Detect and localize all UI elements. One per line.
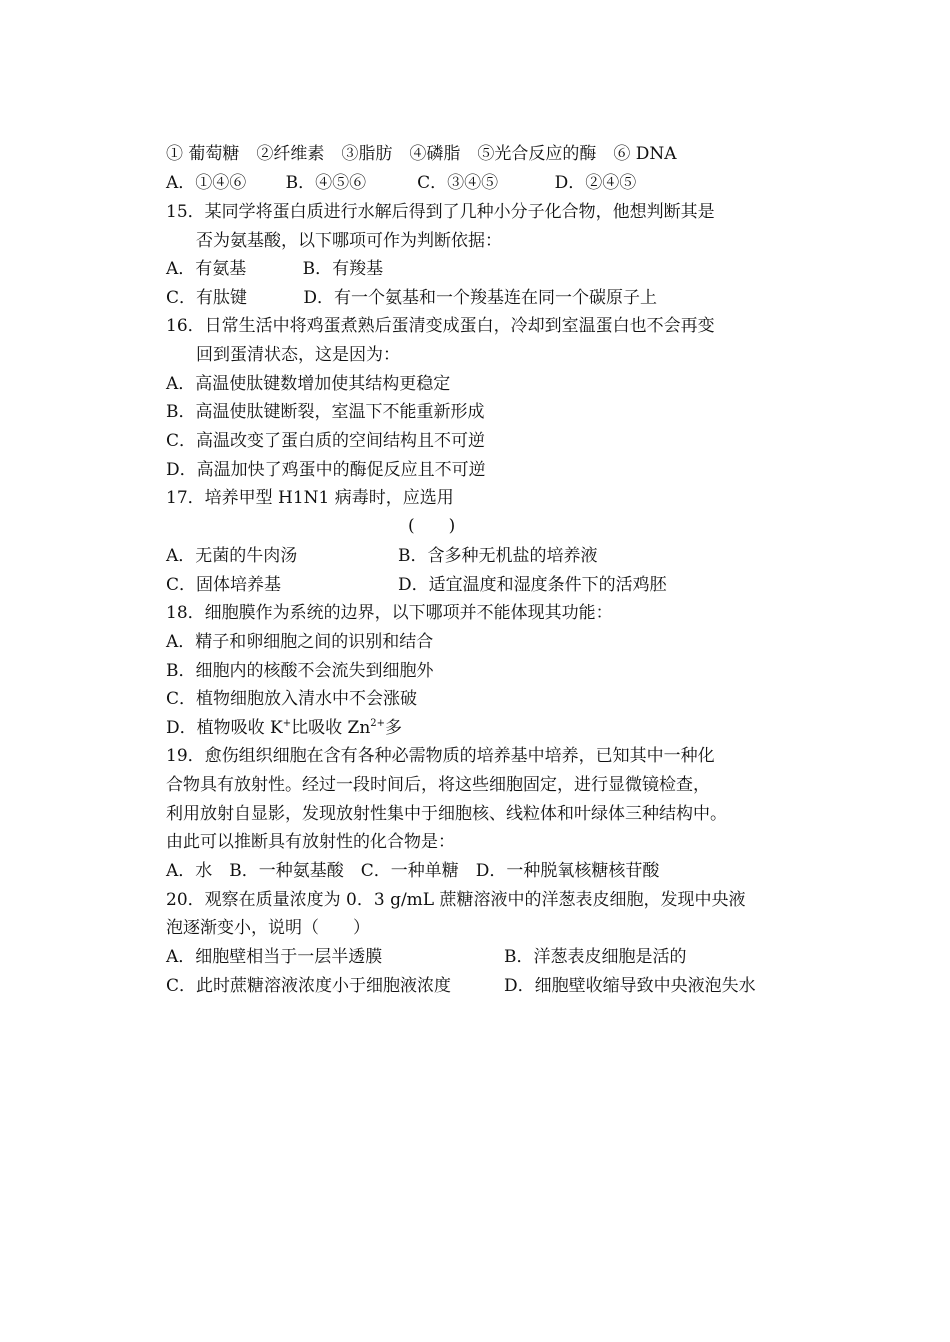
q16-stem-line1: 16．日常生活中将鸡蛋煮熟后蛋清变成蛋白，冷却到室温蛋白也不会再变 xyxy=(166,316,715,336)
q17-option-a: A．无菌的牛肉汤 xyxy=(166,546,298,566)
q16-option-b: B．高温使肽键断裂，室温下不能重新形成 xyxy=(166,402,485,422)
q14-items: ① 葡萄糖 ②纤维素 ③脂肪 ④磷脂 ⑤光合反应的酶 ⑥ DNA xyxy=(166,144,677,164)
q20-option-a: A．细胞壁相当于一层半透膜 xyxy=(166,947,383,967)
q18-option-b: B．细胞内的核酸不会流失到细胞外 xyxy=(166,661,434,681)
q16-option-d: D．高温加快了鸡蛋中的酶促反应且不可逆 xyxy=(166,460,486,480)
q19-stem-line3: 利用放射自显影，发现放射性集中于细胞核、线粒体和叶绿体三种结构中。 xyxy=(166,804,727,824)
q18-stem: 18．细胞膜作为系统的边界，以下哪项并不能体现其功能： xyxy=(166,603,613,623)
q20-stem-line1: 20．观察在质量浓度为 0．3 g/mL 蔗糖溶液中的洋葱表皮细胞，发现中央液 xyxy=(166,890,746,910)
q16-stem-line2: 回到蛋清状态，这是因为： xyxy=(196,345,400,365)
q20-option-c: C．此时蔗糖溶液浓度小于细胞液浓度 xyxy=(166,976,452,996)
q20-option-b: B．洋葱表皮细胞是活的 xyxy=(504,947,687,967)
q18-option-d-text-start: D．植物吸收 K xyxy=(166,718,283,738)
q17-stem: 17．培养甲型 H1N1 病毒时，应选用 xyxy=(166,488,454,508)
zinc-charge: 2+ xyxy=(370,718,386,729)
q19-stem-line1: 19．愈伤组织细胞在含有各种必需物质的培养基中培养，已知其中一种化 xyxy=(166,746,715,766)
q20-option-d: D．细胞壁收缩导致中央液泡失水 xyxy=(504,976,756,996)
q17-option-d: D．适宜温度和湿度条件下的活鸡胚 xyxy=(398,575,667,595)
q18-option-c: C．植物细胞放入清水中不会涨破 xyxy=(166,689,418,709)
q15-stem-line2: 否为氨基酸，以下哪项可作为判断依据： xyxy=(196,231,502,251)
q19-stem-line2: 合物具有放射性。经过一段时间后，将这些细胞固定，进行显微镜检查， xyxy=(166,775,710,795)
q15-options-ab: A．有氨基 B．有羧基 xyxy=(166,259,384,279)
q14-options: A．①④⑥ B．④⑤⑥ C．③④⑤ D．②④⑤ xyxy=(166,173,637,193)
potassium-charge: + xyxy=(282,718,292,729)
q19-options: A．水 B．一种氨基酸 C．一种单糖 D．一种脱氧核糖核苷酸 xyxy=(166,861,660,881)
q20-stem-line2: 泡逐渐变小，说明（ ） xyxy=(166,918,370,938)
q16-option-c: C．高温改变了蛋白质的空间结构且不可逆 xyxy=(166,431,486,451)
q17-option-b: B．含多种无机盐的培养液 xyxy=(398,546,598,566)
q17-option-c: C．固体培养基 xyxy=(166,575,282,595)
q18-option-d-text-mid: 比吸收 Zn xyxy=(291,718,371,738)
q18-option-d xyxy=(166,717,402,739)
q19-stem-line4: 由此可以推断具有放射性的化合物是： xyxy=(166,832,455,852)
q18-option-a: A．精子和卵细胞之间的识别和结合 xyxy=(166,632,434,652)
q15-stem-line1: 15．某同学将蛋白质进行水解后得到了几种小分子化合物，他想判断其是 xyxy=(166,202,715,222)
q18-option-d-text-end: 多 xyxy=(385,718,403,738)
q17-answer-paren: ( ) xyxy=(408,516,456,536)
q15-options-cd: C．有肽键 D．有一个氨基和一个羧基连在同一个碳原子上 xyxy=(166,288,658,308)
q16-option-a: A．高温使肽键数增加使其结构更稳定 xyxy=(166,374,451,394)
